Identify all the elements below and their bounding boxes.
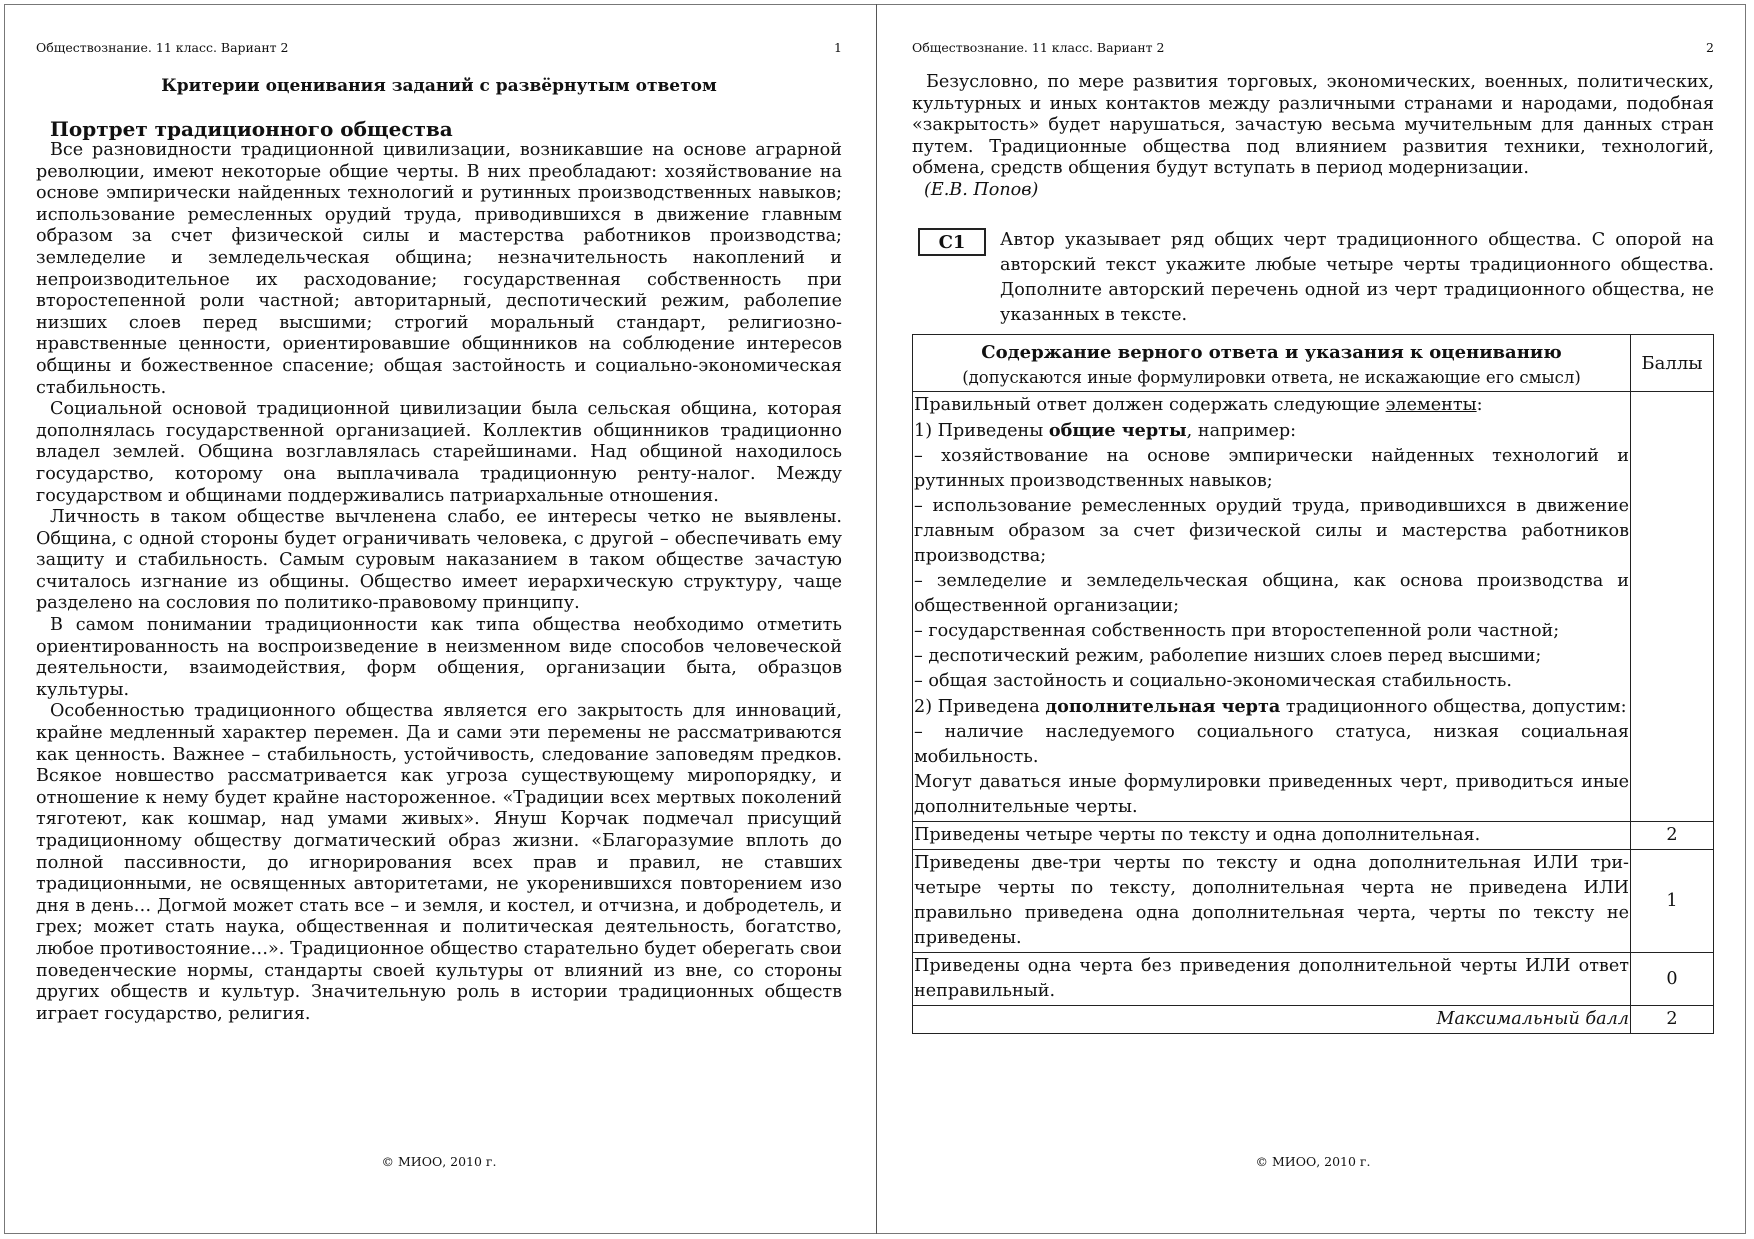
- list-item: – земледелие и земледельческая община, как основа производства и общественной организации;: [914, 571, 1629, 616]
- paragraph: Безусловно, по мере развития торговых, экономических, военных, политических, культурных и иных контактов между различными странами и народами, подобная «закрытость» будет нарушаться, зачастую весьма мучительным для данных стран путем. Традиционные общества под влиянием развития техники, технологий, обмена, средств общения будут вступать в период модернизации.: [912, 72, 1714, 179]
- criterion-score: 2: [1631, 822, 1714, 850]
- section-heading: Портрет традиционного общества: [50, 117, 453, 141]
- task-label: С1: [918, 228, 986, 256]
- content-header: Содержание верного ответа и указания к оцениванию: [981, 342, 1562, 363]
- answer-intro: Правильный ответ должен содержать следующие элементы:: [914, 395, 1483, 415]
- page-1: [36, 0, 842, 1239]
- list-item: – деспотический режим, раболепие низших слоев перед высшими;: [914, 646, 1542, 666]
- paragraph: Личность в таком обществе вычленена слабо, ее интересы четко не выявлены. Община, с одной стороны будет ограничивать человека, с другой – обеспечивать ему защиту и стабильность. Самым суровым наказанием в таком обществе зачастую считалось изгнание из общины. Общество имеет иерархическую структуру, чаще разделено на сословия по политико-правовому принципу.: [36, 507, 842, 614]
- header-text: Обществознание. 11 класс. Вариант 2: [36, 40, 289, 55]
- answer-point-2: 2) Приведена дополнительная черта традиционного общества, допустим:: [914, 696, 1627, 717]
- list-item: – государственная собственность при второстепенной роли частной;: [914, 621, 1560, 641]
- running-header: [912, 40, 1714, 55]
- criterion-text: Приведены четыре черты по тексту и одна дополнительная.: [913, 822, 1631, 850]
- list-item: – использование ремесленных орудий труда, приводившихся в движение главным образом за счет физической силы и мастерства работников производства;: [914, 496, 1629, 566]
- max-score-label: Максимальный балл: [913, 1006, 1631, 1034]
- answer-note: Могут даваться иные формулировки приведенных черт, приводиться иные дополнительные черты.: [914, 772, 1629, 817]
- grading-table: [912, 334, 1714, 1034]
- paragraph: Все разновидности традиционной цивилизации, возникавшие на основе аграрной революции, имеют некоторые общие черты. В них преобладают: хозяйствование на основе эмпирически найденных технологий и рутинных производственных навыков; использование ремесленных орудий труда, приводившихся в движение главным образом за счет физической силы и мастерства работников производства; земледелие и земледельческая община; незначительность накоплений и непроизводительное их расходование; государственная собственность при второстепенной роли частной; авторитарный, деспотический режим, раболепие низших слоев перед высшими; строгий моральный стандарт, религиозно-нравственные ценности, ориентировавшие общинников на соблюдение интересов общины и божественное спасение; общая застойность и социально-экономическая стабильность.: [36, 140, 842, 398]
- page-footer: © МИОО, 2010 г.: [381, 1154, 497, 1169]
- table-row: [913, 953, 1714, 1006]
- task-c1: [918, 228, 1714, 324]
- list-item: – хозяйствование на основе эмпирически найденных технологий и рутинных производственных навыков;: [914, 446, 1629, 491]
- running-header: [36, 40, 842, 55]
- article-continuation: [912, 72, 1714, 202]
- header-text: Обществознание. 11 класс. Вариант 2: [912, 40, 1165, 55]
- criterion-score: 1: [1631, 850, 1714, 953]
- page-number: 2: [1706, 40, 1714, 55]
- table-row: [913, 850, 1714, 953]
- max-score-row: [913, 1006, 1714, 1034]
- criterion-text: Приведены одна черта без приведения дополнительной черты ИЛИ ответ неправильный.: [913, 953, 1631, 1006]
- criterion-text: Приведены две-три черты по тексту и одна дополнительная ИЛИ три-четыре черты по тексту, дополнительная черта не приведена ИЛИ правильно приведена одна дополнительная черта, черты по тексту не приведены.: [913, 850, 1631, 953]
- page-title: Критерии оценивания заданий с развёрнутым ответом: [161, 76, 717, 96]
- page-number: 1: [834, 40, 842, 55]
- author-citation: (Е.В. Попов): [924, 179, 1039, 200]
- paragraph: Социальной основой традиционной цивилизации была сельская община, которая дополнялась государственной организацией. Коллектив общинников традиционно владел землей. Община возглавлялась старейшинами. Над общиной находилось государство, которому она выплачивала традиционную ренту-налог. Между государством и общинами поддерживались патриархальные отношения.: [36, 399, 842, 506]
- content-subheader: (допускаются иные формулировки ответа, не искажающие его смысл): [962, 368, 1581, 387]
- score-header: Баллы: [1631, 335, 1714, 392]
- task-text: Автор указывает ряд общих черт традиционного общества. С опорой на авторский текст укажите любые четыре черты традиционного общества. Дополните авторский перечень одной из черт традиционного общества, не указанных в тексте.: [1000, 230, 1714, 325]
- answer-score-cell: [1631, 392, 1714, 822]
- answer-row: [913, 392, 1714, 822]
- content-header-cell: [913, 335, 1631, 392]
- page-2: [912, 0, 1714, 1239]
- table-row: [913, 822, 1714, 850]
- table-header-row: [913, 335, 1714, 392]
- page-divider: [876, 4, 877, 1234]
- page-footer: © МИОО, 2010 г.: [1255, 1154, 1371, 1169]
- answer-point-1: 1) Приведены общие черты, например:: [914, 420, 1297, 441]
- paragraph: В самом понимании традиционности как типа общества необходимо отметить ориентированность на воспроизведение в неизменном виде способов человеческой деятельности, взаимодействия, форм общения, организации быта, образцов культуры.: [36, 615, 842, 700]
- max-score-value: 2: [1631, 1006, 1714, 1034]
- article-body: [36, 118, 842, 1025]
- criterion-score: 0: [1631, 953, 1714, 1006]
- list-item: – общая застойность и социально-экономическая стабильность.: [914, 671, 1512, 691]
- paragraph: Особенностью традиционного общества является его закрытость для инноваций, крайне медленный характер перемен. Да и сами эти перемены не рассматриваются как ценность. Важнее – стабильность, устойчивость, следование заповедям предков. Всякое новшество рассматривается как угроза существующему миропорядку, и отношение к нему будет крайне настороженное. «Традиции всех мертвых поколений тяготеют, как кошмар, над умами живых». Януш Корчак подмечал присущий традиционному обществу догматический образ жизни. «Благоразумие вплоть до полной пассивности, до игнорирования всех прав и правил, не ставших традиционными, не освященных авторитетами, не укоренившихся повторением изо дня в день… Догмой может стать все – и земля, и костел, и отчизна, и добродетель, и грех; может стать наука, общественная и политическая деятельность, богатство, любое противостояние…». Традиционное общество старательно будет оберегать свои поведенческие нормы, стандарты своей культуры от влияний из вне, со стороны других обществ и культур. Значительную роль в истории традиционных обществ играет государство, религия.: [36, 701, 842, 1024]
- list-item: – наличие наследуемого социального статуса, низкая социальная мобильность.: [914, 722, 1629, 767]
- answer-content: [913, 392, 1631, 822]
